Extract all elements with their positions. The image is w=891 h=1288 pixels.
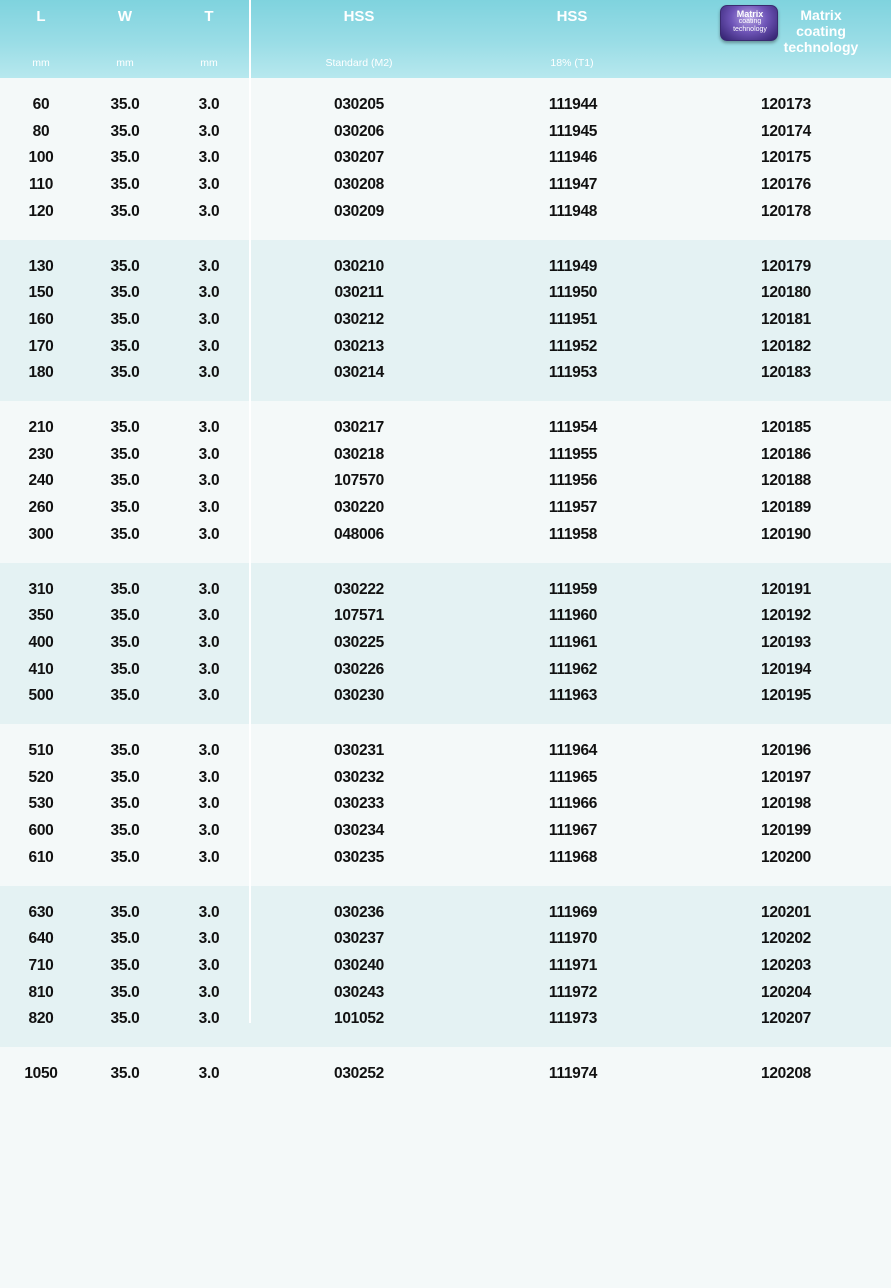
cell-matrix-code: 120182 [761, 337, 811, 355]
table-row [0, 522, 891, 549]
cell-hss-standard-code: 030243 [334, 983, 384, 1001]
cell-thickness: 3.0 [198, 176, 220, 194]
table-row [0, 172, 891, 199]
cell-thickness: 3.0 [198, 445, 220, 463]
cell-hss-18-code: 111972 [548, 983, 598, 1001]
cell-thickness: 3.0 [198, 122, 220, 140]
logo-text-line-1: Matrix [800, 7, 842, 23]
cell-width: 35.0 [110, 983, 140, 1001]
table-row [0, 630, 891, 657]
cell-hss-18-code: 111950 [548, 284, 598, 302]
cell-hss-standard-code: 030233 [334, 795, 384, 813]
cell-length: 300 [28, 525, 54, 543]
cell-matrix-code: 120188 [761, 472, 811, 490]
table-header [0, 0, 891, 78]
cell-hss-standard-code: 030236 [334, 903, 384, 921]
table-row [0, 900, 891, 927]
cell-width: 35.0 [110, 956, 140, 974]
cell-hss-standard-code: 030222 [334, 580, 384, 598]
cell-width: 35.0 [110, 499, 140, 517]
cell-length: 160 [28, 310, 54, 328]
cell-hss-18-code: 111952 [548, 337, 598, 355]
cell-hss-18-code: 111973 [548, 1010, 598, 1028]
cell-matrix-code: 120179 [761, 257, 811, 275]
cell-hss-standard-code: 030209 [334, 202, 384, 220]
cell-width: 35.0 [110, 122, 140, 140]
cell-hss-standard-code: 030213 [334, 337, 384, 355]
table-body [0, 78, 891, 1082]
cell-length: 530 [28, 795, 54, 813]
logo-text-line-2: coating [796, 23, 846, 39]
cell-matrix-code: 120175 [761, 149, 811, 167]
cell-thickness: 3.0 [198, 419, 220, 436]
cell-matrix-code: 120194 [761, 660, 811, 678]
cell-hss-18-code: 111964 [548, 742, 598, 759]
table-row [0, 145, 891, 172]
cell-matrix-code: 120191 [761, 580, 811, 598]
cell-width: 35.0 [110, 848, 140, 866]
table-row [0, 845, 891, 872]
cell-width: 35.0 [110, 795, 140, 813]
cell-matrix-code: 120198 [761, 795, 811, 813]
cell-thickness: 3.0 [198, 822, 220, 840]
cell-width: 35.0 [110, 768, 140, 786]
cell-hss-standard-code: 030237 [334, 930, 384, 948]
cell-width: 35.0 [110, 202, 140, 220]
cell-width: 35.0 [110, 176, 140, 194]
column-unit-hss-standard: Standard (M2) [325, 57, 393, 69]
cell-thickness: 3.0 [198, 364, 220, 382]
cell-thickness: 3.0 [198, 956, 220, 974]
table-row [0, 334, 891, 361]
cell-hss-18-code: 111974 [548, 1065, 598, 1082]
column-unit-w: mm [116, 57, 134, 69]
row-group [0, 401, 891, 563]
cell-matrix-code: 120183 [761, 364, 811, 382]
cell-matrix-code: 120173 [761, 96, 811, 113]
cell-hss-18-code: 111966 [548, 795, 598, 813]
cell-width: 35.0 [110, 525, 140, 543]
cell-length: 710 [28, 956, 54, 974]
cell-hss-18-code: 111960 [548, 607, 598, 625]
cell-width: 35.0 [110, 337, 140, 355]
cell-hss-standard-code: 030218 [334, 445, 384, 463]
badge-line-1: Matrix [736, 9, 764, 19]
cell-thickness: 3.0 [198, 930, 220, 948]
cell-hss-18-code: 111965 [548, 768, 598, 786]
table-row [0, 738, 891, 765]
cell-matrix-code: 120196 [761, 742, 811, 759]
cell-hss-standard-code: 030225 [334, 633, 384, 651]
cell-width: 35.0 [110, 607, 140, 625]
cell-hss-standard-code: 030206 [334, 122, 384, 140]
cell-length: 410 [28, 660, 54, 678]
cell-hss-18-code: 111959 [548, 580, 598, 598]
cell-width: 35.0 [110, 930, 140, 948]
cell-matrix-code: 120201 [761, 903, 811, 921]
cell-hss-standard-code: 030231 [334, 742, 384, 759]
cell-thickness: 3.0 [198, 742, 220, 759]
cell-hss-standard-code: 030210 [334, 257, 384, 275]
cell-hss-18-code: 111955 [548, 445, 598, 463]
cell-matrix-code: 120199 [761, 822, 811, 840]
table-row [0, 360, 891, 387]
cell-length: 810 [28, 983, 54, 1001]
table-row [0, 119, 891, 146]
cell-width: 35.0 [110, 96, 140, 113]
column-header-hss-18: HSS [556, 8, 588, 25]
row-group [0, 240, 891, 402]
column-unit-t: mm [200, 57, 218, 69]
cell-hss-18-code: 111963 [548, 687, 598, 705]
cell-width: 35.0 [110, 1010, 140, 1028]
cell-length: 820 [28, 1010, 54, 1028]
cell-width: 35.0 [110, 822, 140, 840]
cell-matrix-code: 120185 [761, 419, 811, 436]
cell-width: 35.0 [110, 472, 140, 490]
badge-line-2: coating [738, 18, 762, 25]
row-group [0, 563, 891, 725]
cell-width: 35.0 [110, 310, 140, 328]
table-row [0, 415, 891, 442]
cell-width: 35.0 [110, 903, 140, 921]
cell-matrix-code: 120195 [761, 687, 811, 705]
table-row [0, 926, 891, 953]
matrix-badge-icon [720, 5, 778, 41]
cell-length: 120 [28, 202, 54, 220]
cell-thickness: 3.0 [198, 660, 220, 678]
table-row [0, 199, 891, 226]
cell-thickness: 3.0 [198, 96, 220, 113]
cell-hss-18-code: 111969 [548, 903, 598, 921]
table-row [0, 683, 891, 710]
cell-thickness: 3.0 [198, 580, 220, 598]
cell-width: 35.0 [110, 660, 140, 678]
column-unit-hss-18: 18% (T1) [550, 57, 594, 69]
column-header-l: L [36, 8, 46, 25]
table-row [0, 495, 891, 522]
cell-width: 35.0 [110, 284, 140, 302]
cell-hss-18-code: 111949 [548, 257, 598, 275]
cell-matrix-code: 120197 [761, 768, 811, 786]
cell-length: 80 [32, 122, 50, 140]
table-row [0, 92, 891, 119]
cell-hss-18-code: 111951 [548, 310, 598, 328]
cell-length: 310 [28, 580, 54, 598]
cell-hss-standard-code: 030205 [334, 96, 384, 113]
table-row [0, 818, 891, 845]
cell-hss-standard-code: 030234 [334, 822, 384, 840]
cell-hss-18-code: 111944 [548, 96, 598, 113]
cell-length: 610 [28, 848, 54, 866]
cell-thickness: 3.0 [198, 149, 220, 167]
cell-length: 630 [28, 903, 54, 921]
column-header-hss-standard: HSS [343, 8, 375, 25]
cell-hss-standard-code: 101052 [334, 1010, 384, 1028]
cell-matrix-code: 120208 [761, 1065, 811, 1082]
cell-matrix-code: 120174 [761, 122, 811, 140]
table-row [0, 657, 891, 684]
cell-length: 520 [28, 768, 54, 786]
cell-width: 35.0 [110, 742, 140, 759]
cell-matrix-code: 120186 [761, 445, 811, 463]
cell-length: 180 [28, 364, 54, 382]
cell-matrix-code: 120189 [761, 499, 811, 517]
cell-hss-standard-code: 107570 [334, 472, 384, 490]
cell-thickness: 3.0 [198, 472, 220, 490]
cell-length: 1050 [24, 1065, 58, 1082]
cell-hss-standard-code: 030230 [334, 687, 384, 705]
column-divider [249, 0, 251, 1023]
cell-hss-standard-code: 030211 [334, 284, 384, 302]
cell-hss-standard-code: 030232 [334, 768, 384, 786]
cell-matrix-code: 120207 [761, 1010, 811, 1028]
column-header-w: W [117, 8, 133, 25]
cell-hss-standard-code: 030220 [334, 499, 384, 517]
row-group [0, 78, 891, 240]
cell-hss-18-code: 111946 [548, 149, 598, 167]
table-row [0, 468, 891, 495]
cell-length: 230 [28, 445, 54, 463]
cell-matrix-code: 120190 [761, 525, 811, 543]
cell-length: 500 [28, 687, 54, 705]
cell-thickness: 3.0 [198, 903, 220, 921]
cell-thickness: 3.0 [198, 525, 220, 543]
cell-matrix-code: 120176 [761, 176, 811, 194]
cell-hss-18-code: 111948 [548, 202, 598, 220]
cell-thickness: 3.0 [198, 795, 220, 813]
cell-hss-18-code: 111957 [548, 499, 598, 517]
cell-matrix-code: 120200 [761, 848, 811, 866]
matrix-coating-logo [718, 3, 858, 59]
cell-thickness: 3.0 [198, 607, 220, 625]
table-row [0, 980, 891, 1007]
table-row [0, 442, 891, 469]
cell-hss-standard-code: 030208 [334, 176, 384, 194]
cell-hss-18-code: 111945 [548, 122, 598, 140]
cell-length: 240 [28, 472, 54, 490]
cell-matrix-code: 120202 [761, 930, 811, 948]
table-row [0, 280, 891, 307]
cell-matrix-code: 120181 [761, 310, 811, 328]
cell-length: 110 [28, 176, 54, 194]
cell-width: 35.0 [110, 257, 140, 275]
cell-thickness: 3.0 [198, 1010, 220, 1028]
cell-hss-standard-code: 030240 [334, 956, 384, 974]
table-row [0, 254, 891, 281]
cell-hss-18-code: 111962 [548, 660, 598, 678]
cell-width: 35.0 [110, 1065, 140, 1082]
cell-width: 35.0 [110, 687, 140, 705]
table-row [0, 307, 891, 334]
cell-thickness: 3.0 [198, 1065, 220, 1082]
badge-line-3: technology [733, 26, 767, 33]
cell-hss-standard-code: 030212 [334, 310, 384, 328]
cell-length: 400 [28, 633, 54, 651]
cell-hss-standard-code: 030214 [334, 364, 384, 382]
cell-matrix-code: 120192 [761, 607, 811, 625]
cell-width: 35.0 [110, 580, 140, 598]
cell-thickness: 3.0 [198, 284, 220, 302]
cell-length: 130 [28, 257, 54, 275]
table-row [0, 603, 891, 630]
cell-hss-standard-code: 030252 [334, 1065, 384, 1082]
cell-length: 600 [28, 822, 54, 840]
cell-hss-18-code: 111956 [548, 472, 598, 490]
cell-length: 260 [28, 499, 54, 517]
logo-text-line-3: technology [783, 39, 859, 55]
table-row [0, 577, 891, 604]
cell-width: 35.0 [110, 445, 140, 463]
cell-hss-18-code: 111947 [548, 176, 598, 194]
cell-length: 150 [28, 284, 54, 302]
cell-hss-standard-code: 030226 [334, 660, 384, 678]
cell-width: 35.0 [110, 149, 140, 167]
table-row [0, 765, 891, 792]
cell-thickness: 3.0 [198, 337, 220, 355]
cell-matrix-code: 120204 [761, 983, 811, 1001]
cell-width: 35.0 [110, 364, 140, 382]
cell-matrix-code: 120180 [761, 284, 811, 302]
matrix-logo-text [782, 7, 860, 55]
cell-thickness: 3.0 [198, 202, 220, 220]
cell-hss-18-code: 111971 [548, 956, 598, 974]
cell-hss-18-code: 111961 [548, 633, 598, 651]
row-group [0, 1047, 891, 1288]
cell-matrix-code: 120203 [761, 956, 811, 974]
cell-length: 60 [32, 96, 50, 113]
cell-thickness: 3.0 [198, 633, 220, 651]
cell-hss-standard-code: 030207 [334, 149, 384, 167]
cell-length: 100 [28, 149, 54, 167]
cell-hss-18-code: 111968 [548, 848, 598, 866]
column-unit-l: mm [32, 57, 50, 69]
table-row [0, 791, 891, 818]
row-group [0, 886, 891, 1048]
cell-thickness: 3.0 [198, 848, 220, 866]
cell-hss-standard-code: 030217 [334, 419, 384, 436]
cell-length: 640 [28, 930, 54, 948]
cell-length: 350 [28, 607, 54, 625]
cell-hss-standard-code: 030235 [334, 848, 384, 866]
cell-thickness: 3.0 [198, 499, 220, 517]
cell-matrix-code: 120193 [761, 633, 811, 651]
cell-length: 210 [28, 419, 54, 436]
cell-thickness: 3.0 [198, 983, 220, 1001]
cell-thickness: 3.0 [198, 768, 220, 786]
table-row [0, 1006, 891, 1033]
cell-width: 35.0 [110, 633, 140, 651]
cell-thickness: 3.0 [198, 257, 220, 275]
cell-hss-18-code: 111954 [548, 419, 598, 436]
column-header-t: T [204, 8, 214, 25]
table-row [0, 1061, 891, 1088]
cell-length: 170 [28, 337, 54, 355]
cell-hss-18-code: 111967 [548, 822, 598, 840]
cell-hss-18-code: 111970 [548, 930, 598, 948]
table-row [0, 953, 891, 980]
cell-length: 510 [28, 742, 54, 759]
cell-hss-18-code: 111953 [548, 364, 598, 382]
cell-hss-standard-code: 048006 [334, 525, 384, 543]
row-group [0, 724, 891, 886]
cell-hss-standard-code: 107571 [334, 607, 384, 625]
cell-matrix-code: 120178 [761, 202, 811, 220]
cell-hss-18-code: 111958 [548, 525, 598, 543]
cell-thickness: 3.0 [198, 310, 220, 328]
cell-width: 35.0 [110, 419, 140, 436]
cell-thickness: 3.0 [198, 687, 220, 705]
